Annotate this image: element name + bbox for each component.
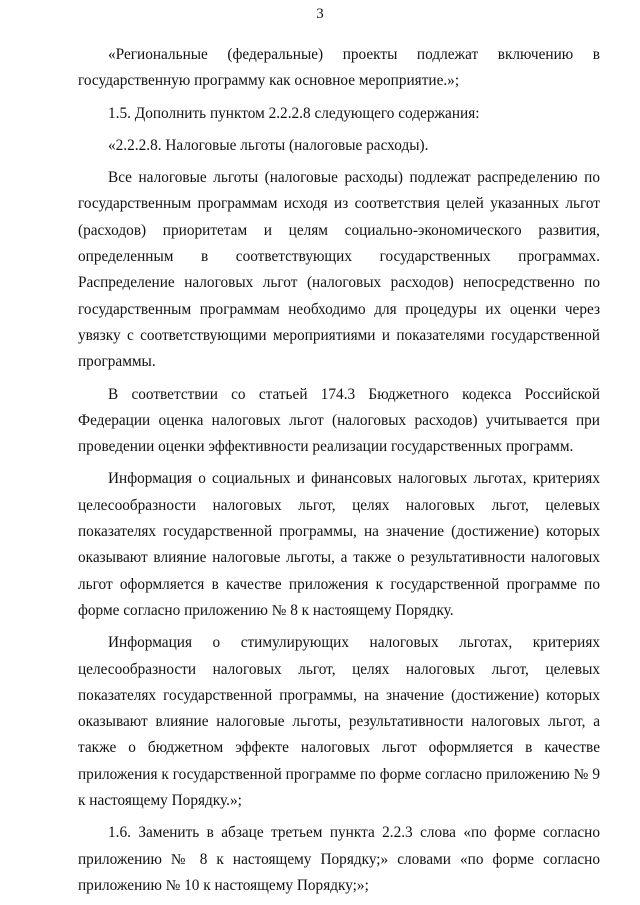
paragraph-social-financial-benefits: Информация о социальных и финансовых налоговых льготах, критериях целесообразности налоговых льгот, целях налоговых льгот, целевых показателях государственной программы, на значение (достижение) которых оказывают влияние налоговые льготы, а также о результативности налоговых льгот оформляется в качестве приложения к государственной программе по форме согласно приложению № 8 к настоящему Порядку. [78, 470, 600, 619]
paragraph-stimulating-benefits: Информация о стимулирующих налоговых льготах, критериях целесообразности налоговых льгот, целях налоговых льгот, целевых показателях государственной программы, на значение (достижение) которых оказывают влияние налоговые льготы, результативности налоговых льгот, а также о бюджетном эффекте налоговых льгот оформляется в качестве приложения к государственной программе по форме согласно приложению № 9 к настоящему Порядку.»; [78, 634, 600, 810]
page-number: 3 [316, 6, 324, 22]
paragraph-item-1-6: 1.6. Заменить в абзаце третьем пункта 2.2.3 слова «по форме согласно приложению № 8 к настоящему Порядку;» словами «по форме согласно приложению № 10 к настоящему Порядку;»; [78, 824, 600, 894]
paragraph-item-1-5: 1.5. Дополнить пунктом 2.2.2.8 следующего содержания: [108, 104, 480, 122]
paragraph-budget-code-reference: В соответствии со статьей 174.3 Бюджетного кодекса Российской Федерации оценка налоговых льгот (налоговых расходов) учитывается при проведении оценки эффективности реализации государственных программ. [78, 385, 600, 456]
paragraph-tax-benefits-distribution: Все налоговые льготы (налоговые расходы) подлежат распределению по государственным программам исходя из соответствия целей указанных льгот (расходов) приоритетам и целям социально-экономического развития, определенным в соответствующих государственных программах. Распределение налоговых льгот (налоговых расходов) непосредственно по государственным программам необходимо для процедуры их оценки через увязку с соответствующими мероприятиями и показателями государственной программы. [78, 169, 600, 371]
document-body [78, 42, 600, 905]
paragraph-regional-projects: «Региональные (федеральные) проекты подлежат включению в государственную программу как основное мероприятие.»; [78, 46, 600, 90]
paragraph-item-2-2-2-8-heading: «2.2.2.8. Налоговые льготы (налоговые расходы). [108, 136, 429, 154]
